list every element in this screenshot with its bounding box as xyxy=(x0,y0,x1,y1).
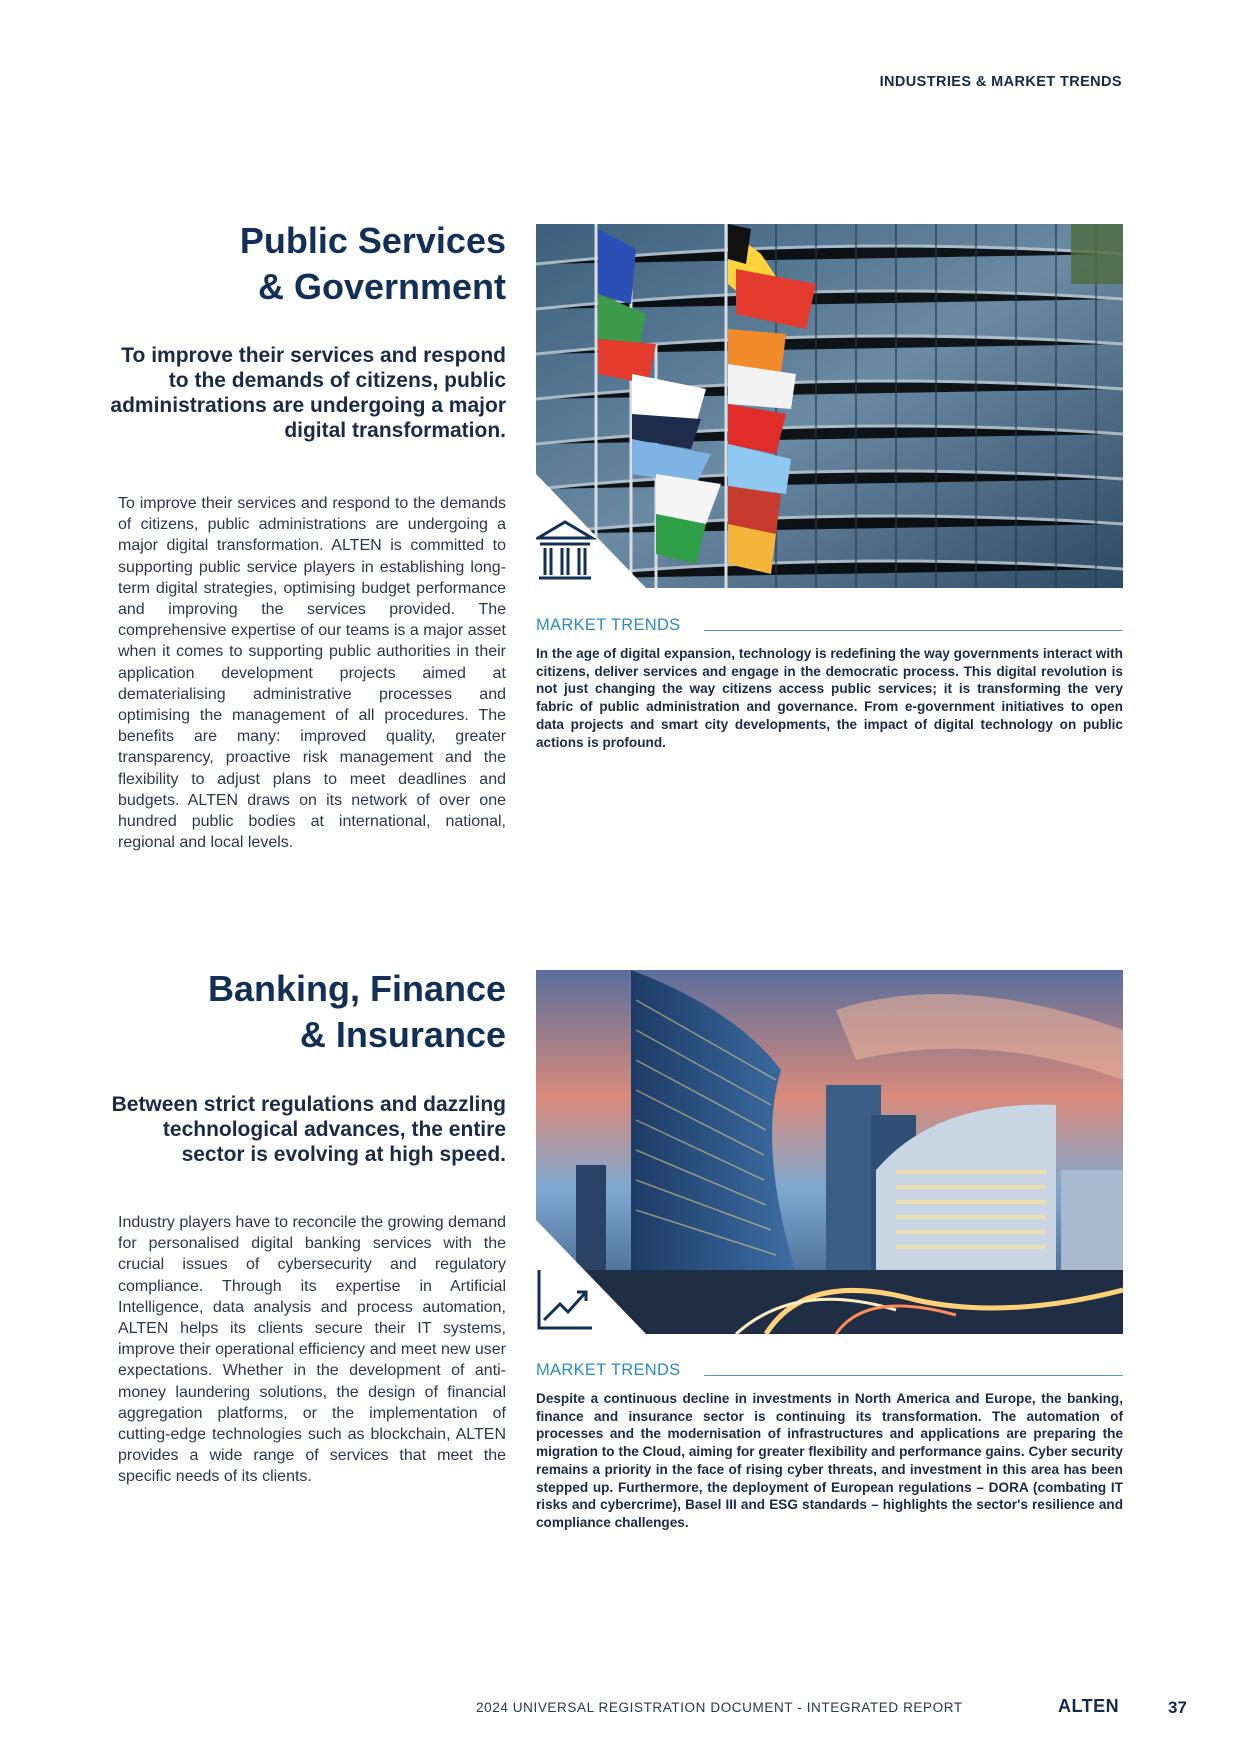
page-number: 37 xyxy=(1168,1698,1187,1717)
section-body-public-services: To improve their services and respond to the demands of citizens, public administrations are undergoing a major digital transformation. ALTEN is committed to supporting public service players in establishing long-term digital strategies, optimising budget performance and improving the services provided. The comprehensive expertise of our teams is a major asset when it comes to supporting public authorities in their application development projects aimed at dematerialising administrative processes and optimising the management of all procedures. The benefits are many: improved quality, greater transparency, proactive risk management and the flexibility to adjust plans to meet deadlines and budgets. ALTEN draws on its network of over one hundred public bodies at international, national, regional and local levels. xyxy=(118,495,506,852)
photo-business-district xyxy=(536,970,1123,1334)
section-title-public-services xyxy=(86,218,506,310)
photo-eu-parliament-flags xyxy=(536,224,1123,588)
market-trends-divider-1 xyxy=(704,630,1123,631)
footer-document-title: 2024 UNIVERSAL REGISTRATION DOCUMENT - INTEGRATED REPORT xyxy=(476,1700,963,1715)
section-body-banking: Industry players have to reconcile the growing demand for personalised digital banking services with the crucial issues of cybersecurity and regulatory compliance. Through its expertise in Artificial Intelligence, data analysis and process automation, ALTEN helps its clients secure their IT systems, improve their operational efficiency and meet new user expectations. Whether in the development of anti-money laundering solutions, the design of financial aggregation platforms, or the implementation of cutting-edge technologies such as blockchain, ALTEN provides a wide range of services that meet the specific needs of its clients. xyxy=(118,1214,506,1486)
section-intro-public-services: To improve their services and respond to the demands of citizens, public administrations are undergoing a major digital transformation. xyxy=(110,344,506,442)
title-line-1: Banking, Finance xyxy=(207,968,506,1009)
section-header-label: INDUSTRIES & MARKET TRENDS xyxy=(879,74,1122,90)
market-trends-label-1: MARKET TRENDS xyxy=(536,616,681,634)
growth-chart-icon xyxy=(536,1224,646,1334)
section-intro-banking: Between strict regulations and dazzling technological advances, the entire sector is evolving at high speed. xyxy=(111,1093,506,1166)
title-line-1: Public Services xyxy=(239,220,506,261)
title-line-2: & Insurance xyxy=(299,1014,506,1055)
market-trends-text-1: In the age of digital expansion, technology is redefining the way governments interact with citizens, deliver services and engage in the democratic process. This digital revolution is not just changing the way citizens access public services; it is transforming the very fabric of public administration and governance. From e-government initiatives to open data projects and smart city developments, the impact of digital technology on public actions is profound. xyxy=(536,646,1123,750)
section-title-banking xyxy=(86,966,506,1058)
government-building-icon xyxy=(536,478,646,588)
market-trends-divider-2 xyxy=(704,1375,1123,1376)
title-line-2: & Government xyxy=(257,266,506,307)
footer-brand-logo: ALTEN xyxy=(1058,1696,1120,1716)
market-trends-text-2: Despite a continuous decline in investments in North America and Europe, the banking, finance and insurance sector is continuing its transformation. The automation of processes and the modernisation of infrastructures and applications are preparing the migration to the Cloud, aiming for greater flexibility and performance gains. Cyber security remains a priority in the face of rising cyber threats, and investment in this area has been stepped up. Furthermore, the deployment of European regulations – DORA (combating IT risks and cybercrime), Basel III and ESG standards – highlights the sector's resilience and compliance challenges. xyxy=(536,1391,1123,1530)
market-trends-label-2: MARKET TRENDS xyxy=(536,1361,681,1379)
